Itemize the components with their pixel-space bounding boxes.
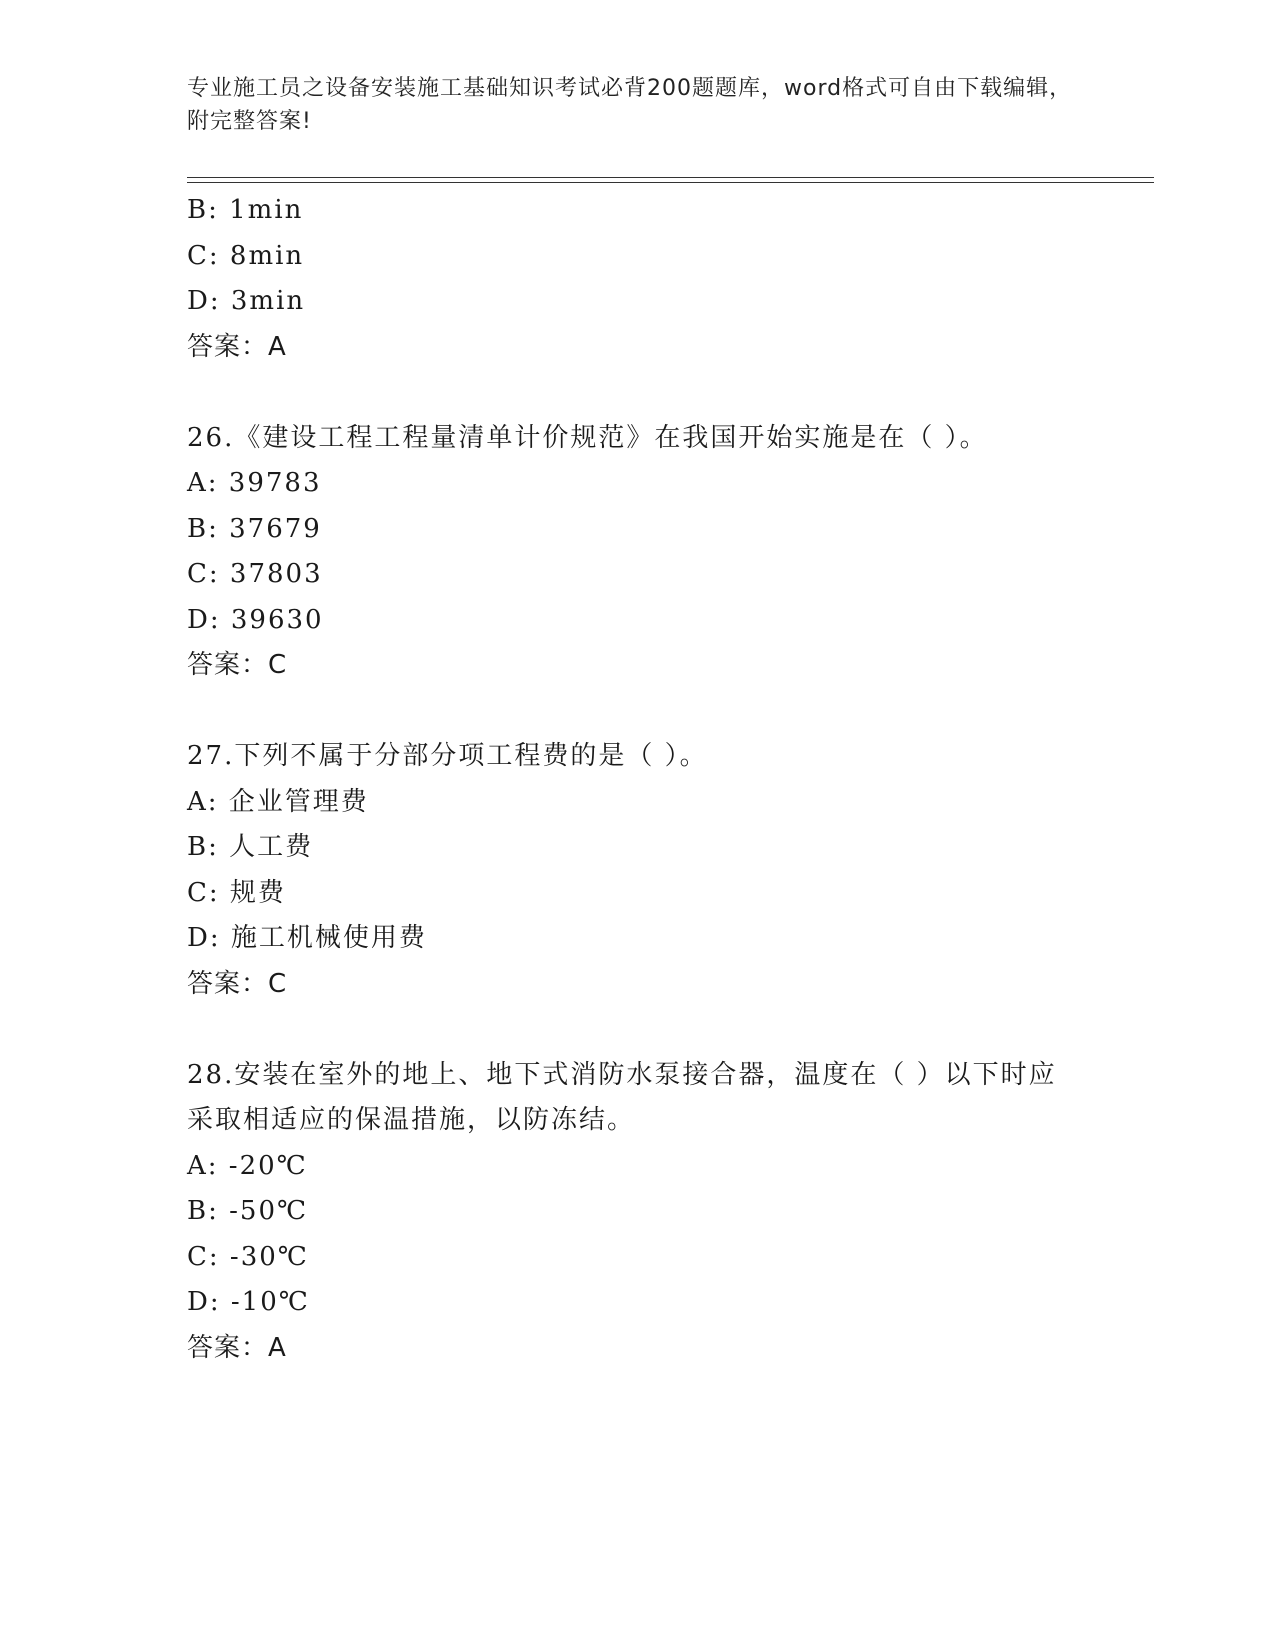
option-d: D: 施工机械使用费 [187,923,427,953]
option-c: C: 37803 [187,559,323,589]
question-stem: 26.《建设工程工程量清单计价规范》在我国开始实施是在（ ）。 [187,422,988,453]
header-rule-top [187,177,1154,178]
question-stem: 28.安装在室外的地上、地下式消防水泵接合器，温度在（ ）以下时应采取相适应的保温措施，以防冻结。 [187,1059,1057,1135]
answer-line: 答案：A [187,1332,287,1363]
answer-line: 答案：A [187,331,287,362]
header-title: 专业施工员之设备安装施工基础知识考试必背200题题库，word格式可自由下载编辑，附完整答案! [187,76,1073,134]
option-d: D: 3min [187,286,306,316]
option-d: D: 39630 [187,604,324,635]
question-27 [187,734,1087,1007]
option-c: C: 规费 [187,877,286,908]
spacer [187,689,1087,735]
option-c: C: -30℃ [187,1241,309,1272]
spacer [187,370,1087,416]
option-a: A: 39783 [187,468,322,498]
header-rule-bottom [187,182,1154,183]
option-a: A: 企业管理费 [187,786,369,817]
option-c: C: 8min [187,240,305,271]
option-b: B: 1min [187,195,304,225]
option-b: B: 人工费 [187,832,314,862]
question-partial [187,188,1087,370]
answer-line: 答案：C [187,650,288,680]
answer-line: 答案：C [187,968,288,999]
question-stem: 27.下列不属于分部分项工程费的是（ ）。 [187,741,708,771]
question-26 [187,416,1087,689]
question-28 [187,1053,1087,1372]
document-header [187,72,1087,138]
option-a: A: -20℃ [187,1150,308,1181]
option-b: B: -50℃ [187,1196,309,1226]
option-b: B: 37679 [187,513,322,544]
document-content [187,188,1087,1371]
spacer [187,1007,1087,1053]
option-d: D: -10℃ [187,1287,310,1317]
